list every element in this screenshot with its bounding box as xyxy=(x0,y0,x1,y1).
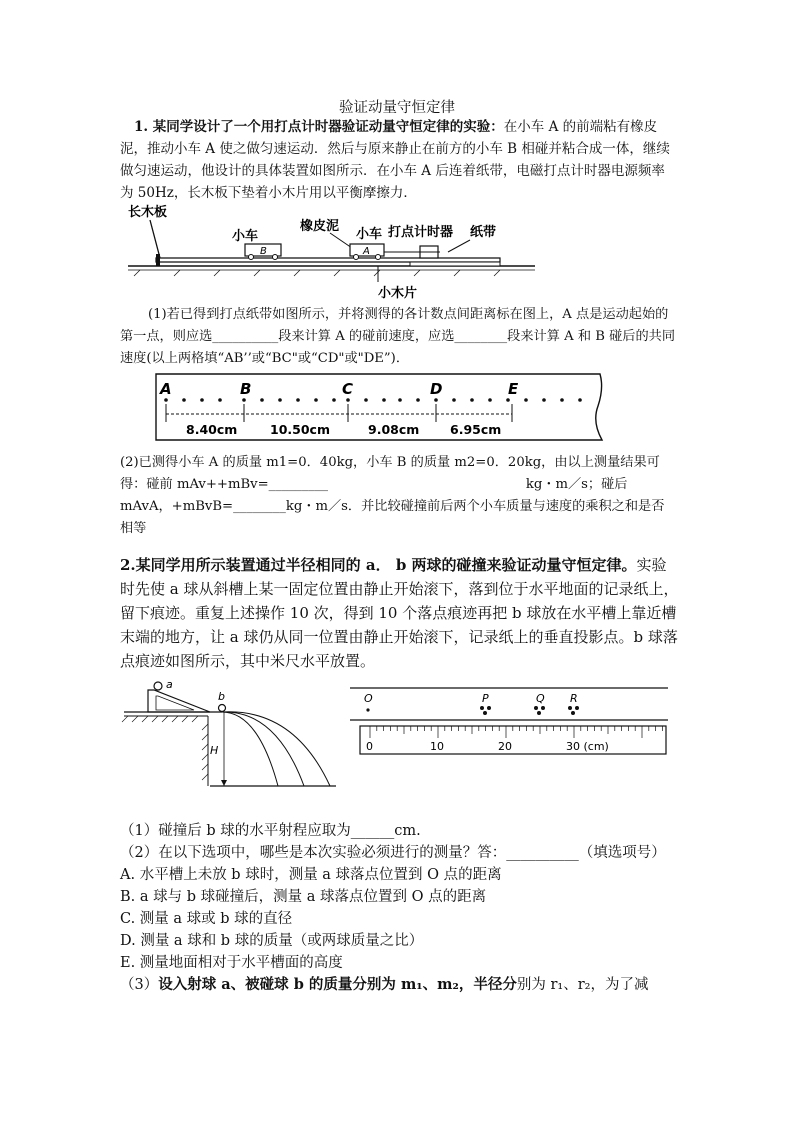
ruler-tick-0: 0 xyxy=(366,740,373,753)
tape-point-a: A xyxy=(160,380,172,398)
option-d: D. 测量 a 球和 b 球的质量（或两球质量之比） xyxy=(120,933,424,949)
problem1-intro xyxy=(120,116,676,204)
ruler-tick-30: 30 (cm) xyxy=(566,740,609,753)
page-title: 验证动量守恒定律 xyxy=(339,100,455,116)
point-p-label: P xyxy=(482,692,489,705)
question3-rest: 别为 r₁、r₂，为了减 xyxy=(516,977,649,993)
long-board xyxy=(156,258,500,262)
tape-point-c: C xyxy=(342,380,354,398)
tape-point-d: D xyxy=(430,380,443,398)
cart-a-letter: A xyxy=(363,246,370,257)
ball-b xyxy=(219,705,226,712)
ruler-tick-10: 10 xyxy=(430,740,444,753)
clay-pointer xyxy=(330,233,352,248)
label-cart-a: 小车 xyxy=(356,227,383,242)
trajectory-1 xyxy=(222,712,278,786)
tape-pointer xyxy=(448,240,470,252)
ramp-apparatus-figure xyxy=(118,676,338,794)
point-p-marks xyxy=(480,706,491,715)
option-c: C. 测量 a 球或 b 球的直径 xyxy=(120,911,293,927)
problem1-question1: (1)若已得到打点纸带如图所示，并将测得的各计数点间距离标在图上，A 点是运动起始的第一点，则应选__________段来计算 A 的碰前速度，应选________段来计算 A 和 B 碰后的共同速度(以上两格填“AB’’或“BC"或“CD"或"DE”)． xyxy=(120,307,676,366)
problem1-body: 在小车 A 的前端粘有橡皮泥，推动小车 A 使之做匀速运动．然后与原来静止在前方的小车 B 相碰并粘合成一体，继续做匀速运动，他设计的具体装置如图所示．在小车 A 后连着纸带，电磁打点计时器电源频率为 50Hz，长木板下垫着小木片用以平衡摩擦力． xyxy=(120,119,670,201)
problem2-question2: （2）在以下选项中，哪些是本次实验必须进行的测量？答：__________（填选项号） xyxy=(120,845,666,861)
problem2-question1: （1）碰撞后 b 球的水平射程应取为______cm. xyxy=(120,823,421,839)
ball-a-label: a xyxy=(166,678,173,691)
tape-point-e: E xyxy=(508,380,519,398)
tape-point-b: B xyxy=(240,380,252,398)
board-stop xyxy=(156,254,160,266)
ruler-figure xyxy=(348,682,670,762)
ball-a xyxy=(154,682,162,690)
point-q-marks xyxy=(534,706,545,715)
point-q-label: Q xyxy=(536,692,545,705)
cart-b-letter: B xyxy=(260,246,267,257)
ruler-tick-20: 20 xyxy=(498,740,512,753)
problem2-body: 实验时先使 a 球从斜槽上某一固定位置由静止开始滚下，落到位于水平地面的记录纸上，留下痕迹。重复上述操作 10 次，得到 10 个落点痕迹再把 b 球放在水平槽上靠近槽末端的地方，让 a 球仍从同一位置由静止开始滚下，记录纸上的垂直投影点。b 球落点痕迹如图所示，其中米尺水平放置。 xyxy=(120,556,679,670)
distance-ab: 8.40cm xyxy=(186,422,238,437)
distance-bc: 10.50cm xyxy=(270,422,330,437)
option-a: A. 水平槽上未放 b 球时，测量 a 球落点位置到 O 点的距离 xyxy=(120,867,502,883)
label-cart-b: 小车 xyxy=(232,229,259,244)
ball-b-label: b xyxy=(218,690,225,703)
trajectory-2 xyxy=(222,712,304,786)
problem1-question2: (2)已测得小车 A 的质量 m1=0．40kg，小车 B 的质量 m2=0．20kg，由以上测量结果可得：碰前 mAv++mBv=_________ kg・m／s；碰后 mAvA，+mBvB=________kg・m／s．并比较碰撞前后两个小车质量与速度的乘积之和是否相等 xyxy=(120,455,665,536)
distance-cd: 9.08cm xyxy=(368,422,420,437)
point-r-marks xyxy=(568,706,579,715)
problem2-question3 xyxy=(120,974,680,996)
problem2-heading: 2.某同学用所示装置通过半径相同的 a． b 两球的碰撞来验证动量守恒定律。 xyxy=(120,556,637,574)
question3-bold: 设入射球 a、被碰球 b 的质量分别为 m₁、m₂，半径分 xyxy=(158,976,517,993)
label-clay: 橡皮泥 xyxy=(300,219,340,234)
small-wedge xyxy=(410,262,500,266)
point-o-label: O xyxy=(364,692,373,705)
incline-trough xyxy=(148,690,210,712)
option-e: E. 测量地面相对于水平槽面的高度 xyxy=(120,955,343,971)
point-r-label: R xyxy=(570,692,578,705)
cart-apparatus-figure xyxy=(120,200,550,300)
label-timer: 打点计时器 xyxy=(388,225,454,240)
board-label-pointer xyxy=(150,220,160,258)
paper-tape-figure xyxy=(150,370,612,446)
label-small-block: 小木片 xyxy=(378,286,418,300)
problem2-questions xyxy=(120,820,680,996)
problem2-intro xyxy=(120,553,680,673)
label-long-board: 长木板 xyxy=(128,205,168,220)
point-o xyxy=(366,708,369,711)
option-b: B. a 球与 b 球碰撞后，测量 a 球落点位置到 O 点的距离 xyxy=(120,889,487,905)
question3-prefix: （3） xyxy=(120,977,159,993)
problem1-heading: 1. 某同学设计了一个用打点计时器验证动量守恒定律的实验： xyxy=(134,119,504,135)
label-tape: 纸带 xyxy=(470,225,497,240)
trajectory-3 xyxy=(222,712,330,786)
table-hatch xyxy=(134,270,500,276)
height-label: H xyxy=(210,744,219,757)
distance-de: 6.95cm xyxy=(450,422,502,437)
